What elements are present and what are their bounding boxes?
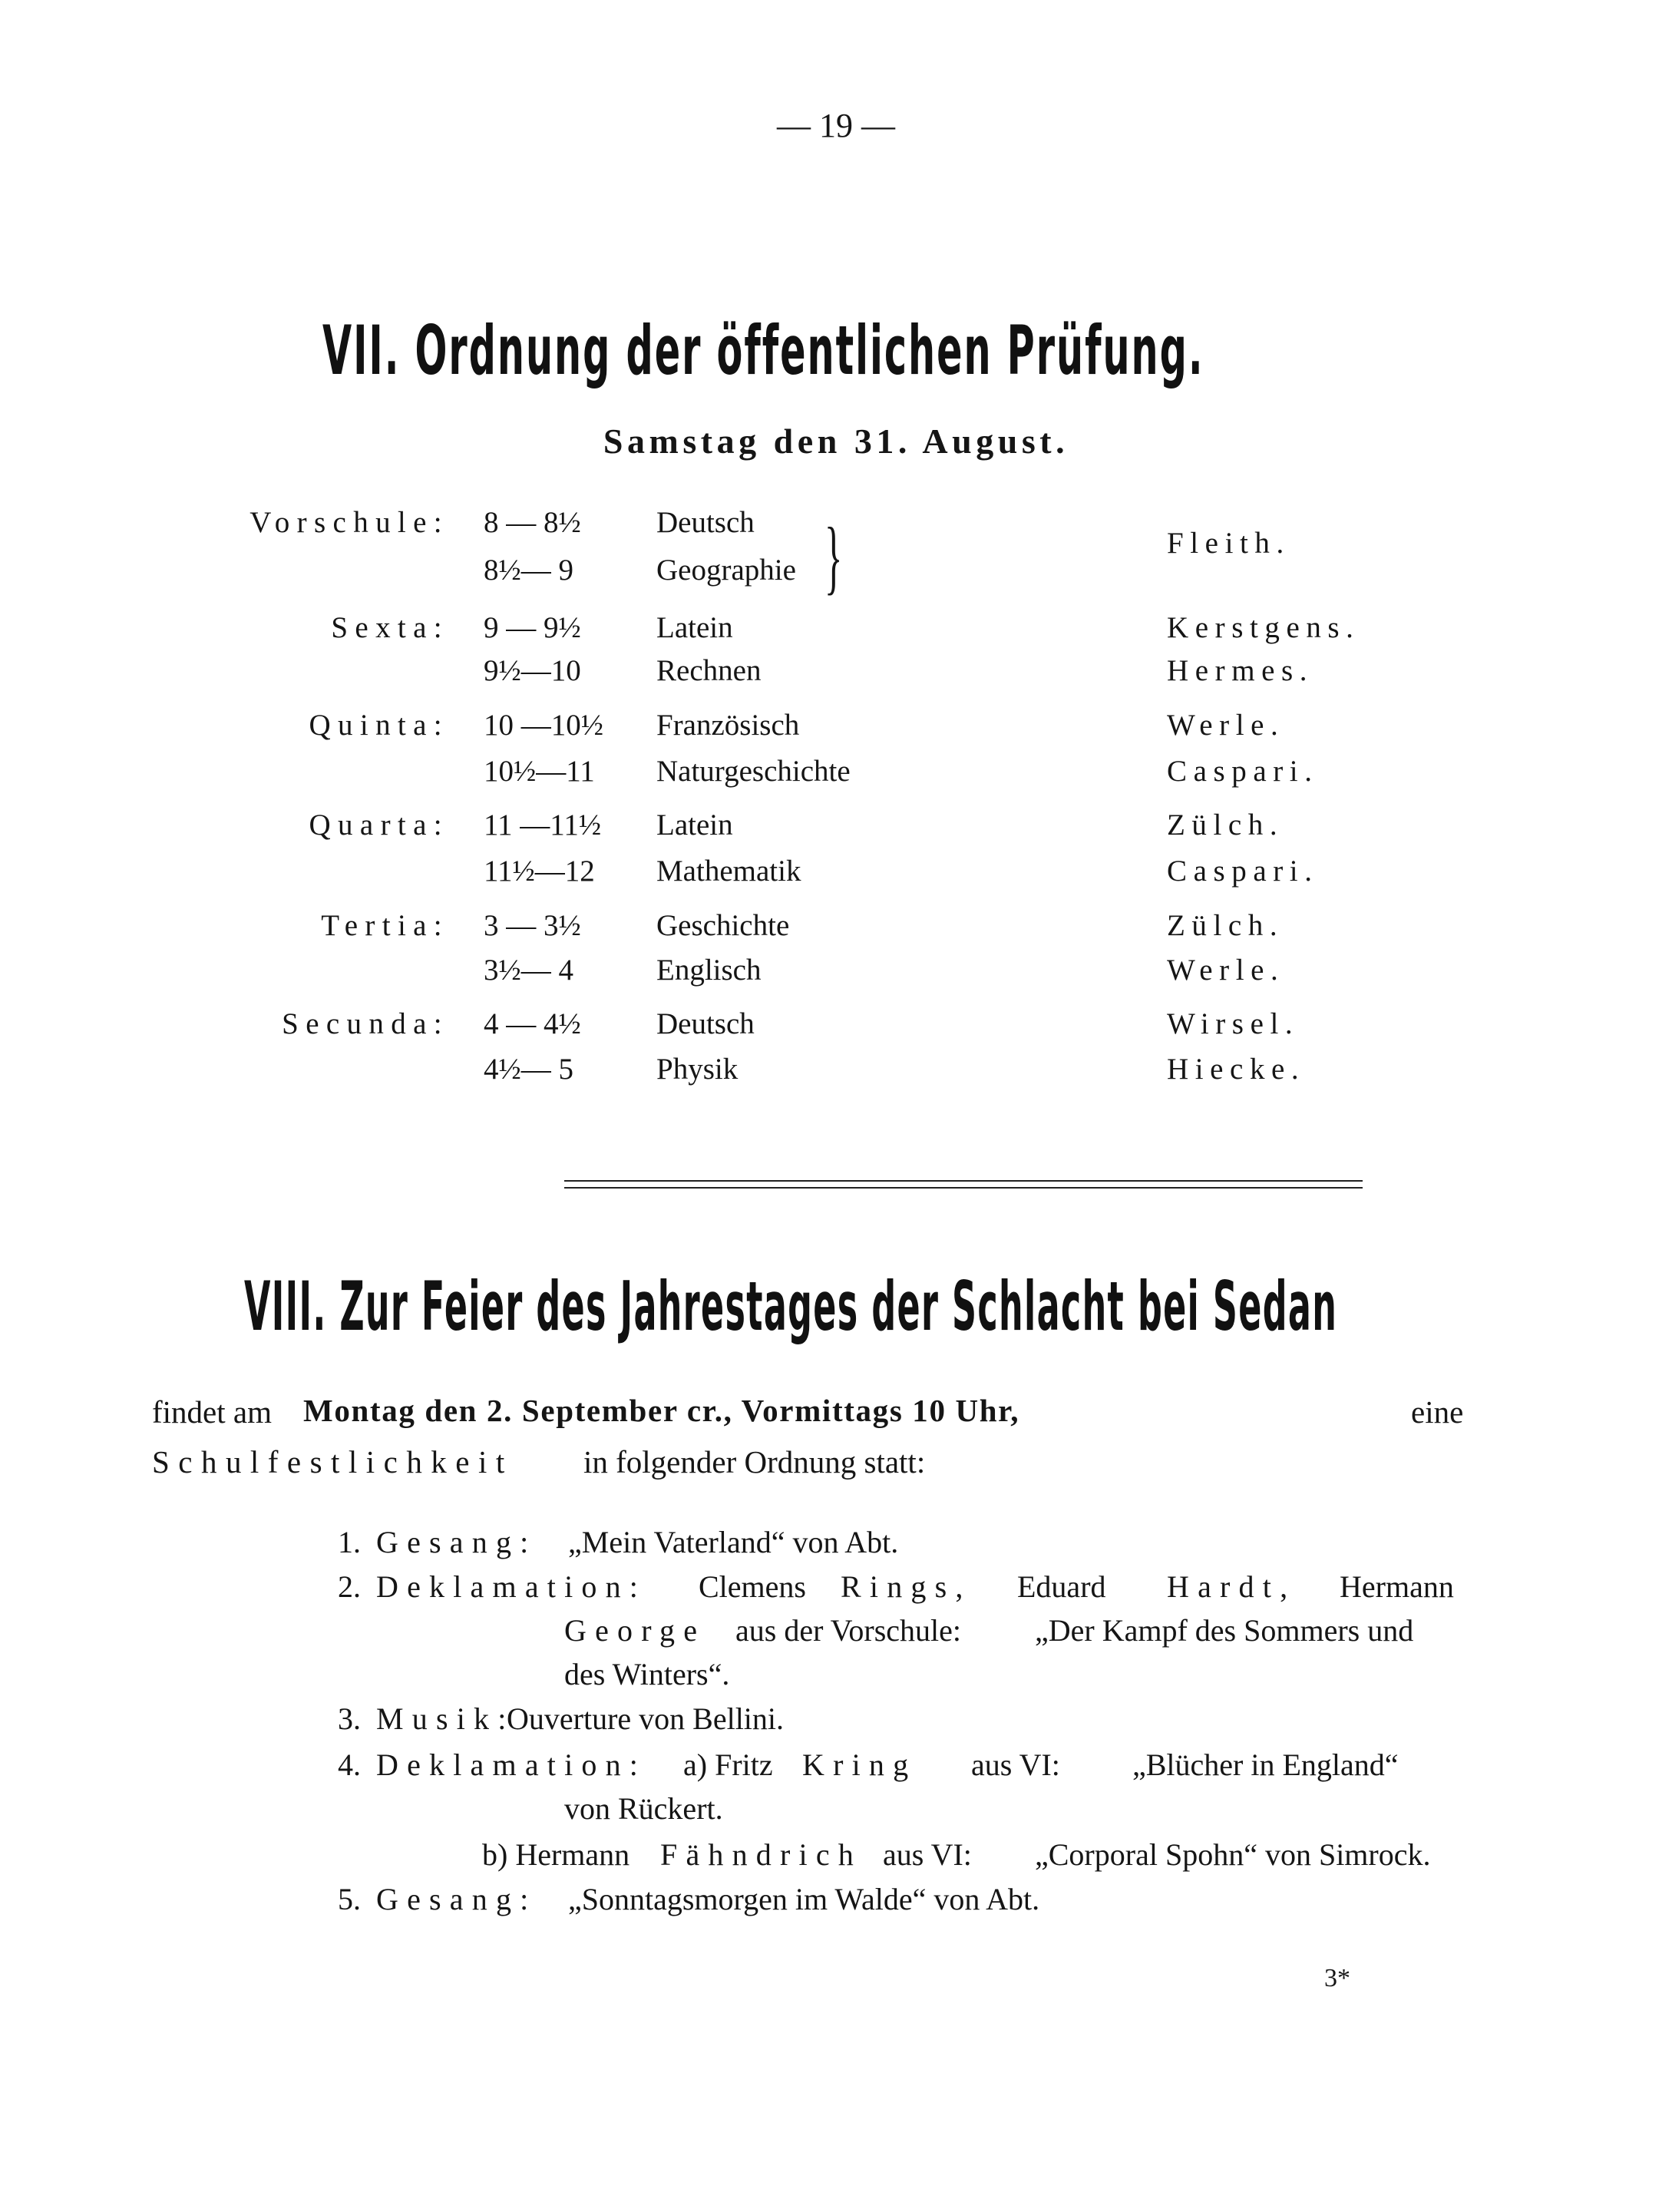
teacher: Kerstgens. bbox=[1167, 611, 1360, 644]
time-slot: 3½— 4 bbox=[484, 954, 573, 987]
person-name: Fähndrich bbox=[660, 1837, 862, 1872]
subject: Physik bbox=[656, 1053, 739, 1086]
subject: Mathematik bbox=[656, 855, 801, 888]
subject: Geschichte bbox=[656, 909, 790, 942]
item-number: 5. bbox=[338, 1882, 361, 1916]
time-slot: 9 — 9½ bbox=[484, 611, 581, 644]
class-label: Quarta: bbox=[309, 808, 449, 841]
time-slot: 10½—11 bbox=[484, 755, 595, 788]
time-slot: 11 —11½ bbox=[484, 808, 602, 841]
time-slot: 3 — 3½ bbox=[484, 909, 581, 942]
class-label: Tertia: bbox=[321, 909, 449, 942]
subject: Englisch bbox=[656, 954, 762, 987]
page-number: — 19 — bbox=[777, 107, 895, 144]
item-text: aus der Vorschule: bbox=[735, 1613, 962, 1648]
teacher: Fleith. bbox=[1167, 527, 1290, 560]
time-slot: 11½—12 bbox=[484, 855, 595, 888]
person-name: George bbox=[564, 1613, 706, 1648]
person-name: Kring bbox=[802, 1747, 917, 1782]
item-number: 4. bbox=[338, 1747, 361, 1782]
subject: Latein bbox=[656, 808, 733, 841]
right-brace-icon: } bbox=[824, 511, 843, 603]
teacher: Hermes. bbox=[1167, 654, 1314, 687]
item-text: „Blücher in England“ bbox=[1132, 1747, 1399, 1782]
teacher: Wirsel. bbox=[1167, 1007, 1300, 1040]
time-slot: 8 — 8½ bbox=[484, 506, 581, 539]
item-text: Eduard bbox=[1017, 1569, 1106, 1604]
teacher: Zülch. bbox=[1167, 808, 1284, 841]
item-text: a) Fritz bbox=[683, 1747, 773, 1782]
item-title: Deklamation: bbox=[376, 1569, 647, 1604]
signature-mark: 3* bbox=[1324, 1964, 1350, 1992]
item-text: „Corporal Spohn“ von Simrock. bbox=[1035, 1837, 1431, 1872]
item-text: „Der Kampf des Sommers und bbox=[1035, 1613, 1414, 1648]
intro-text-start: findet am bbox=[152, 1394, 272, 1430]
item-text: Clemens bbox=[699, 1569, 806, 1604]
class-label: Vorschule: bbox=[249, 506, 449, 539]
subject: Rechnen bbox=[656, 654, 762, 687]
class-label: Sexta: bbox=[331, 611, 449, 644]
item-text: Ouverture von Bellini. bbox=[507, 1701, 785, 1736]
person-name: Rings, bbox=[841, 1569, 972, 1604]
intro-date-time: Montag den 2. September cr., Vormittags 10 Uhr, bbox=[303, 1393, 1020, 1428]
person-name: Hardt, bbox=[1167, 1569, 1297, 1604]
item-title: Gesang: bbox=[376, 1525, 537, 1559]
item-text: aus VI: bbox=[971, 1747, 1060, 1782]
time-slot: 4 — 4½ bbox=[484, 1007, 581, 1040]
teacher: Caspari. bbox=[1167, 855, 1319, 888]
subject: Naturgeschichte bbox=[656, 755, 851, 788]
item-number: 2. bbox=[338, 1569, 361, 1604]
time-slot: 10 —10½ bbox=[484, 709, 603, 742]
teacher: Werle. bbox=[1167, 709, 1285, 742]
item-text: des Winters“. bbox=[564, 1657, 730, 1691]
item-text: „Mein Vaterland“ von Abt. bbox=[568, 1525, 899, 1559]
section-7-heading: VII. Ordnung der öffentlichen Prüfung. bbox=[322, 311, 1204, 390]
intro-spaced-word: Schulfestlichkeit bbox=[152, 1444, 514, 1480]
item-text: b) Hermann bbox=[482, 1837, 630, 1872]
class-label: Quinta: bbox=[309, 709, 449, 742]
teacher: Caspari. bbox=[1167, 755, 1319, 788]
class-label: Secunda: bbox=[282, 1007, 449, 1040]
item-title: Musik: bbox=[376, 1701, 515, 1736]
time-slot: 4½— 5 bbox=[484, 1053, 573, 1086]
section-8-heading: VIII. Zur Feier des Jahrestages der Schlacht bei Sedan bbox=[244, 1267, 1338, 1346]
item-title: Deklamation: bbox=[376, 1747, 647, 1782]
teacher: Werle. bbox=[1167, 954, 1285, 987]
subject: Deutsch bbox=[656, 1007, 755, 1040]
exam-date: Samstag den 31. August. bbox=[603, 422, 1069, 461]
item-number: 1. bbox=[338, 1525, 361, 1559]
intro-text-end: eine bbox=[1411, 1394, 1464, 1430]
item-number: 3. bbox=[338, 1701, 361, 1736]
subject: Latein bbox=[656, 611, 733, 644]
item-text: „Sonntagsmorgen im Walde“ von Abt. bbox=[568, 1882, 1040, 1916]
teacher: Hiecke. bbox=[1167, 1053, 1306, 1086]
item-text: Hermann bbox=[1340, 1569, 1454, 1604]
section-divider bbox=[564, 1180, 1363, 1189]
subject: Geographie bbox=[656, 554, 796, 587]
time-slot: 9½—10 bbox=[484, 654, 581, 687]
time-slot: 8½— 9 bbox=[484, 554, 573, 587]
item-text: aus VI: bbox=[883, 1837, 972, 1872]
teacher: Zülch. bbox=[1167, 909, 1284, 942]
subject: Deutsch bbox=[656, 506, 755, 539]
item-text: von Rückert. bbox=[564, 1791, 723, 1826]
subject: Französisch bbox=[656, 709, 800, 742]
item-title: Gesang: bbox=[376, 1882, 537, 1916]
intro-text-line2: in folgender Ordnung statt: bbox=[583, 1444, 926, 1480]
